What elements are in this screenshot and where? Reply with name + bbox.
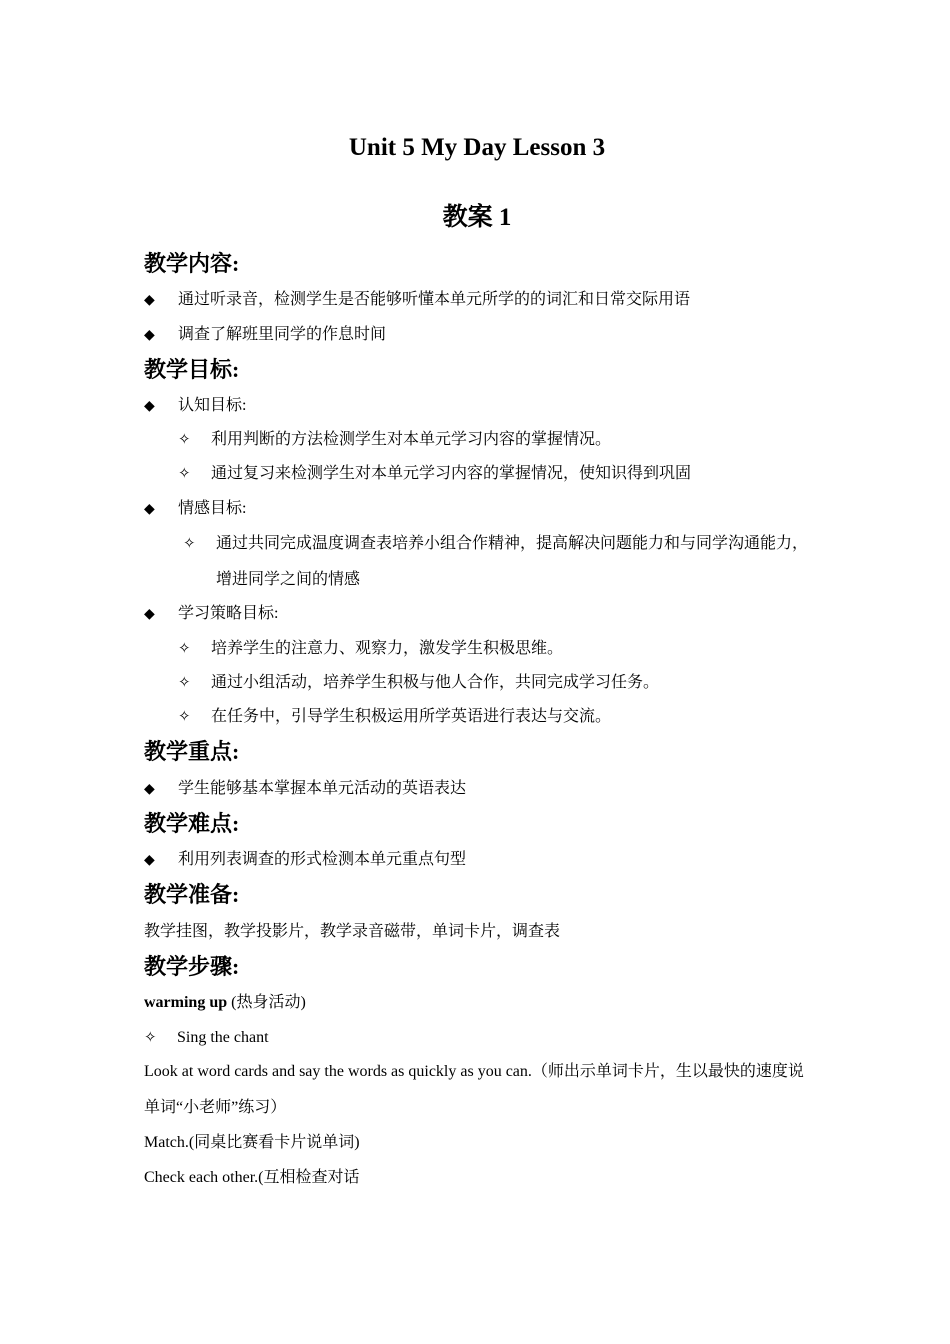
bullet-diamond-icon: ◆: [144, 293, 155, 308]
document-subtitle: 教案 1: [442, 204, 512, 231]
list-item-text: 调查了解班里同学的作息时间: [178, 326, 387, 343]
step-line: Look at word cards and say the words as quickly as you can.（师出示单词卡片，生以最快的速度说单词“小老师”练习）: [144, 1063, 804, 1116]
heading-difficulties: 教学难点:: [144, 811, 240, 836]
list-item-text: 情感目标:: [178, 500, 247, 517]
list-item: [144, 778, 466, 801]
list-item-text: 通过小组活动，培养学生积极与他人合作，共同完成学习任务。: [211, 674, 660, 691]
sub-list-item: [178, 672, 659, 694]
list-item: [144, 1027, 269, 1049]
bullet-star-icon: ✧: [178, 641, 191, 657]
sub-list-item: [178, 463, 691, 485]
bullet-diamond-icon: ◆: [144, 782, 155, 797]
list-item: [144, 289, 690, 312]
bullet-star-icon: ✧: [144, 1030, 157, 1046]
sub-list-item: [178, 706, 611, 728]
bullet-diamond-icon: ◆: [144, 853, 155, 868]
bullet-diamond-icon: ◆: [144, 502, 155, 517]
step-line: Check each other.(互相检查对话: [144, 1169, 360, 1186]
heading-key-points: 教学重点:: [144, 739, 240, 764]
bullet-diamond-icon: ◆: [144, 399, 155, 414]
list-item-text: 通过共同完成温度调查表培养小组合作精神，提高解决问题能力和与同学沟通能力，增进同学之间的情感: [216, 535, 809, 588]
preparation-text: 教学挂图，教学投影片，教学录音磁带，单词卡片，调查表: [144, 923, 561, 940]
warmup-note: (热身活动): [227, 994, 306, 1011]
list-item-text: 利用判断的方法检测学生对本单元学习内容的掌握情况。: [211, 431, 612, 448]
list-item-text: 学生能够基本掌握本单元活动的英语表达: [178, 780, 467, 797]
warmup-line: [144, 992, 306, 1014]
list-item-text: 培养学生的注意力、观察力，激发学生积极思维。: [211, 640, 564, 657]
list-item: [144, 324, 386, 347]
heading-preparation: 教学准备:: [144, 882, 240, 907]
sub-list-item: [178, 638, 563, 660]
document-title: Unit 5 My Day Lesson 3: [348, 134, 606, 161]
list-item-text: 通过听录音，检测学生是否能够听懂本单元所学的的词汇和日常交际用语: [178, 291, 691, 308]
heading-content: 教学内容:: [144, 251, 240, 276]
bullet-star-icon: ✧: [178, 709, 191, 725]
list-item-text: Sing the chant: [177, 1029, 269, 1046]
list-item-text: 学习策略目标:: [178, 605, 279, 622]
list-item: [144, 395, 246, 418]
bullet-diamond-icon: ◆: [144, 607, 155, 622]
step-line: Match.(同桌比赛看卡片说单词): [144, 1134, 360, 1151]
sub-list-item: [183, 526, 810, 598]
warmup-label: warming up: [144, 994, 228, 1011]
list-item-text: 认知目标:: [178, 397, 247, 414]
bullet-diamond-icon: ◆: [144, 328, 155, 343]
list-item: [144, 849, 466, 872]
sub-list-item: [178, 429, 611, 451]
heading-goals: 教学目标:: [144, 357, 240, 382]
list-item-text: 在任务中，引导学生积极运用所学英语进行表达与交流。: [211, 708, 612, 725]
list-item: [144, 603, 278, 626]
bullet-star-icon: ✧: [183, 536, 196, 552]
bullet-star-icon: ✧: [178, 432, 191, 448]
list-item: [144, 498, 246, 521]
list-item-text: 通过复习来检测学生对本单元学习内容的掌握情况，使知识得到巩固: [211, 465, 692, 482]
bullet-star-icon: ✧: [178, 675, 191, 691]
heading-steps: 教学步骤:: [144, 954, 240, 979]
bullet-star-icon: ✧: [178, 466, 191, 482]
list-item-text: 利用列表调查的形式检测本单元重点句型: [178, 851, 467, 868]
